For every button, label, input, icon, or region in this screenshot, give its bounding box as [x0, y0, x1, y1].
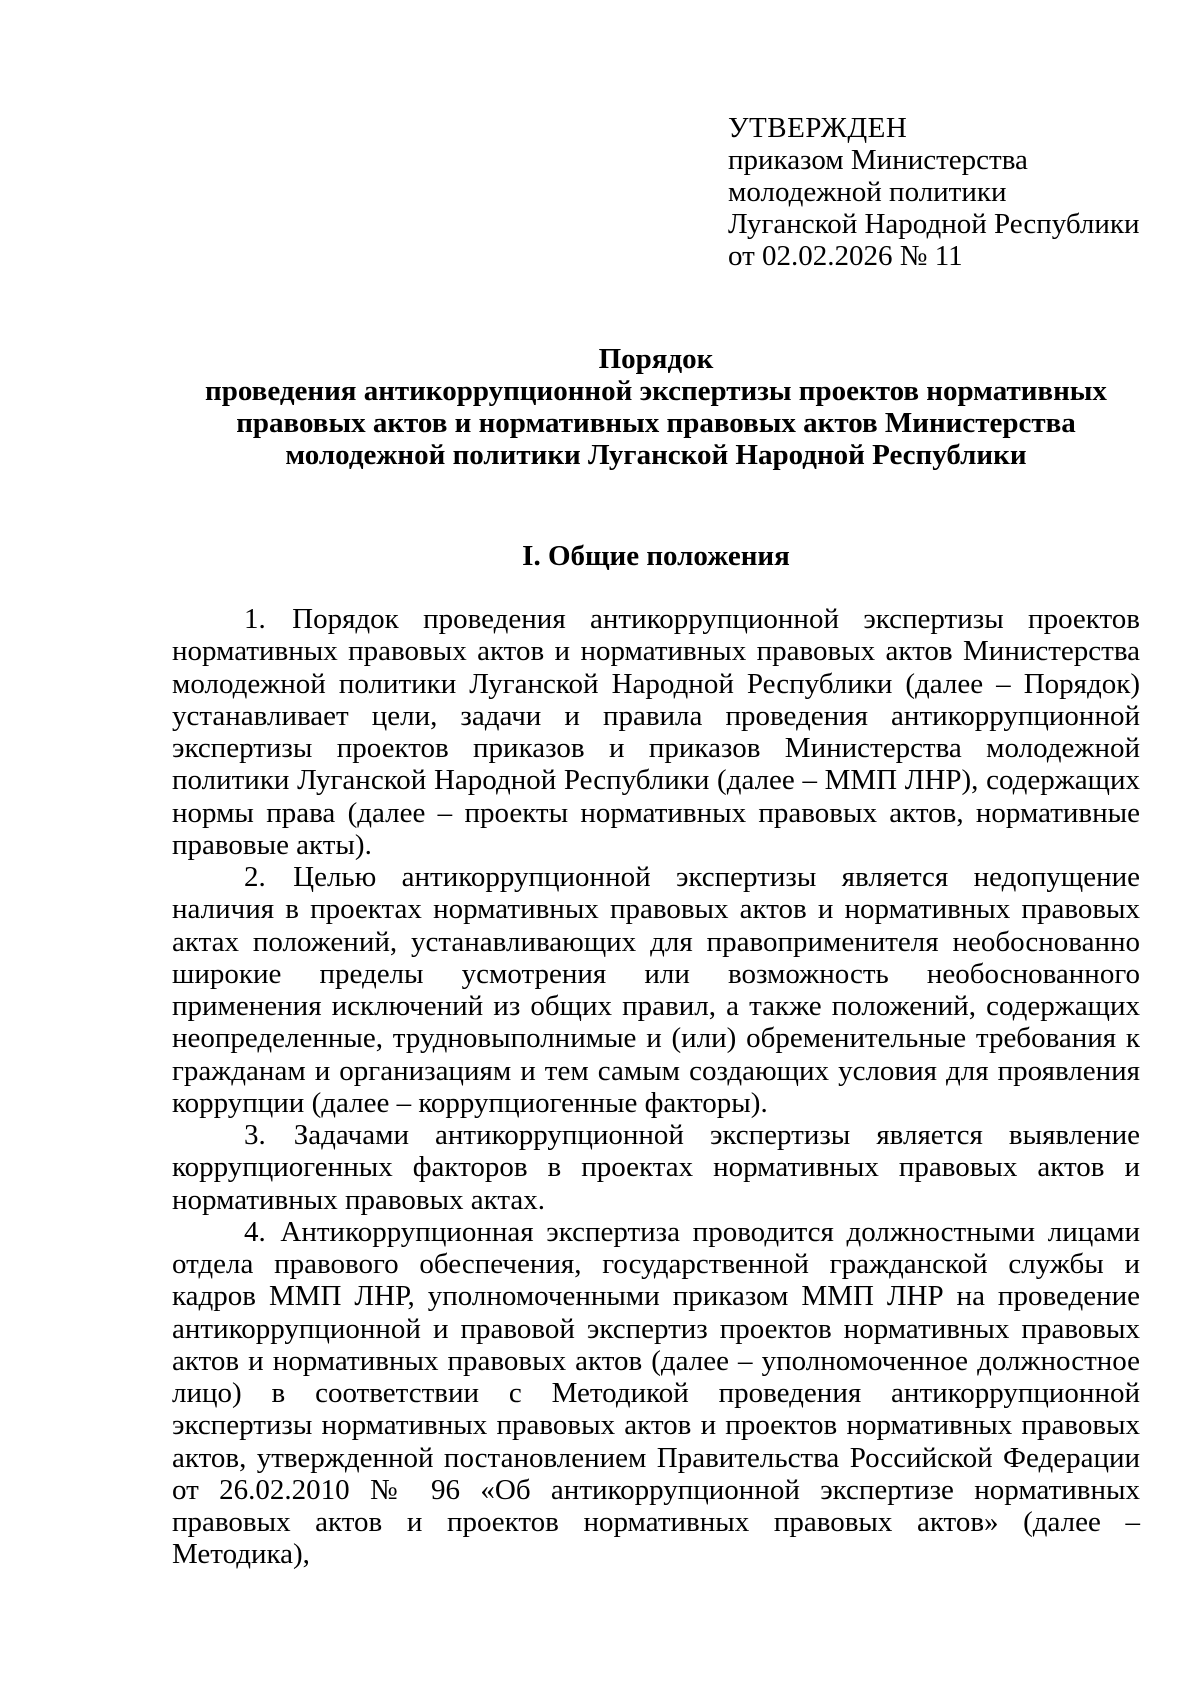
paragraph-number: 3. — [244, 1119, 266, 1151]
section-heading: I. Общие положения — [522, 540, 790, 572]
paragraph-text: Задачами антикоррупционной экспертизы является выявление коррупциогенных факторов в проектах нормативных правовых актов и нормативных правовых актах. — [172, 1119, 1140, 1216]
approval-line-1: приказом Министерства — [728, 144, 1028, 176]
approval-line-3: Луганской Народной Республики — [728, 208, 1140, 240]
approval-line-4: от 02.02.2026 № 11 — [728, 240, 963, 272]
paragraph-number: 2. — [244, 861, 266, 893]
approval-stamp-word: УТВЕРЖДЕН — [728, 112, 908, 144]
title-line-2: проведения антикоррупционной экспертизы проектов нормативных — [205, 375, 1107, 407]
paragraph-number: 4. — [244, 1215, 266, 1248]
paragraph-2 — [172, 861, 1140, 1119]
paragraph-4 — [172, 1216, 1140, 1571]
approval-stamp — [728, 112, 1140, 272]
title-line-4: молодежной политики Луганской Народной Республики — [285, 439, 1027, 471]
title-line-3: правовых актов и нормативных правовых актов Министерства — [236, 407, 1076, 439]
title-line-1: Порядок — [598, 343, 714, 375]
approval-line-2: молодежной политики — [728, 176, 1007, 208]
paragraph-number: 1. — [244, 603, 266, 635]
paragraph-text: Порядок проведения антикоррупционной экспертизы проектов нормативных правовых актов и нормативных правовых актов Министерства молодежной политики Луганской Народной Республики (далее – Порядок) устанавливает цели, задачи и правила проведения антикоррупционной экспертизы проектов приказов и приказов Министерства молодежной политики Луганской Народной Республики (далее – ММП ЛНР), содержащих нормы права (далее – проекты нормативных правовых актов, нормативные правовые акты). — [172, 603, 1140, 861]
paragraph-text: Целью антикоррупционной экспертизы является недопущение наличия в проектах нормативных правовых актов и нормативных правовых актах положений, устанавливающих для правоприменителя необоснованно широкие пределы усмотрения или возможность необоснованного применения исключений из общих правил, а также положений, содержащих неопределенные, трудновыполнимые и (или) обременительные требования к гражданам и организациям и тем самым создающих условия для проявления коррупции (далее – коррупциогенные факторы). — [172, 861, 1141, 1119]
paragraph-3 — [172, 1119, 1140, 1216]
document-title — [172, 343, 1140, 471]
paragraph-1 — [172, 603, 1140, 861]
document-body — [172, 603, 1140, 1571]
paragraph-text: Антикоррупционная экспертиза проводится должностными лицами отдела правового обеспечения, государственной гражданской службы и кадров ММП ЛНР, уполномоченными приказом ММП ЛНР на проведение антикоррупционной и правовой экспертиз проектов нормативных правовых актов и нормативных правовых актов (далее – уполномоченное должностное лицо) в соответствии с Методикой проведения антикоррупционной экспертизы нормативных правовых актов и проектов нормативных правовых актов, утвержденной постановлением Правительства Российской Федерации от 26.02.2010 № 96 «Об антикоррупционной экспертизе нормативных правовых актов и проектов нормативных правовых актов» (далее – Методика), — [172, 1215, 1140, 1571]
